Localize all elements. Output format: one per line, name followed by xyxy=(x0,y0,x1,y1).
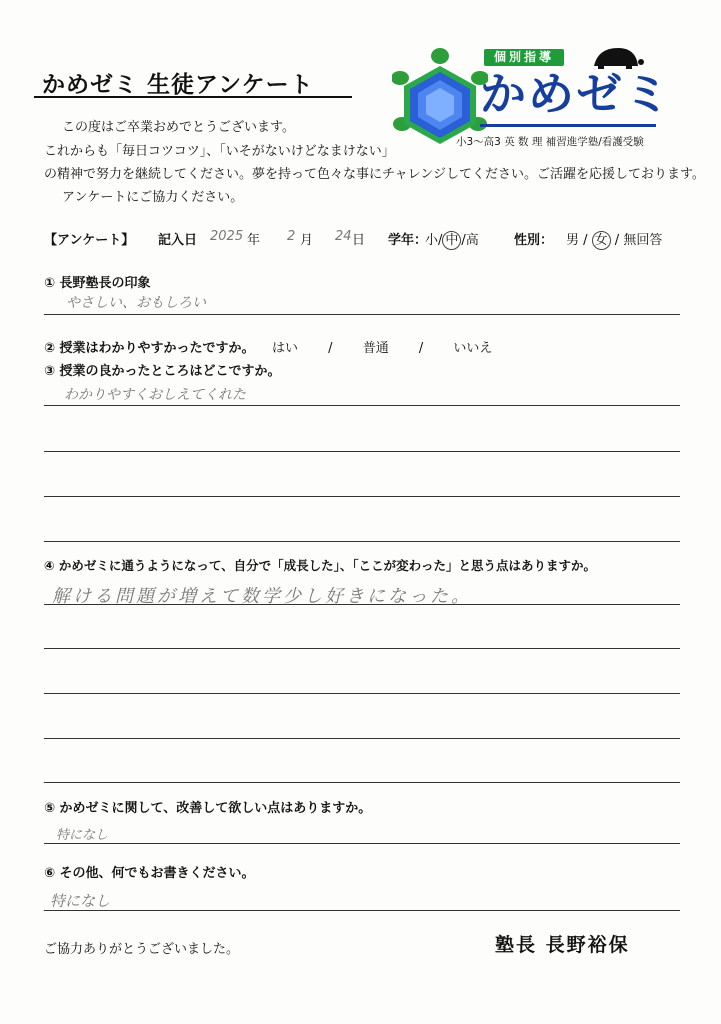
gender-label: 性別： xyxy=(514,233,554,248)
answer-4[interactable]: 解ける問題が増えて数学少し好きになった。 xyxy=(52,586,472,607)
survey-label: 【アンケート】 xyxy=(44,233,135,248)
q2-option-no[interactable]: いいえ xyxy=(453,341,493,356)
answer-line xyxy=(44,843,680,844)
question-3: ③ 授業の良かったところはどこですか。 xyxy=(44,364,281,379)
gender-options[interactable]: 男 / 女 / 無回答 xyxy=(566,233,663,248)
question-1: ① 長野塾長の印象 xyxy=(44,276,151,291)
intro-line-2: これからも「毎日コツコツ」、「いそがないけどなまけない」 xyxy=(44,144,395,159)
intro-line-1: この度はご卒業おめでとうございます。 xyxy=(62,120,295,135)
grade-option-high[interactable]: 高 xyxy=(465,233,479,248)
grade-option-elementary[interactable]: 小 xyxy=(425,233,439,248)
answer-6[interactable]: 特になし xyxy=(50,892,111,910)
answer-line xyxy=(44,693,680,694)
gender-option-female[interactable]: 女 xyxy=(592,231,611,250)
answer-line xyxy=(44,451,680,452)
answer-line xyxy=(44,541,680,542)
answer-line xyxy=(44,738,680,739)
page-title: かめゼミ 生徒アンケート xyxy=(42,72,314,98)
date-label: 記入日 xyxy=(158,233,198,248)
logo-badge: 個別指導 xyxy=(484,49,564,66)
answer-line xyxy=(44,648,680,649)
kamezemi-logo xyxy=(388,44,688,156)
logo-name: かめゼミ xyxy=(480,67,672,121)
answer-line xyxy=(44,496,680,497)
thanks-message: ご協力ありがとうございました。 xyxy=(44,942,240,957)
grade-options[interactable]: 小/ 中 /高 xyxy=(425,233,479,248)
question-4: ④ かめゼミに通うようになって、自分で「成長した」、「ここが変わった」と思う点はありますか。 xyxy=(44,558,597,573)
answer-1[interactable]: やさしい、おもしろい xyxy=(66,295,206,311)
q2-options[interactable]: はい / 普通 / いいえ xyxy=(272,341,493,356)
answer-line xyxy=(44,910,680,911)
question-6: ⑥ その他、何でもお書きください。 xyxy=(44,866,255,881)
question-2: ② 授業はわかりやすかったですか。 xyxy=(44,341,255,356)
logo-divider xyxy=(480,124,656,127)
answer-5[interactable]: 特になし xyxy=(56,828,109,843)
gender-option-male[interactable]: 男 xyxy=(566,233,580,248)
month-value[interactable]: 2 xyxy=(287,229,296,244)
principal-signature: 塾長 長野裕保 xyxy=(495,934,630,956)
logo-subtitle: 小3〜高3 英 数 理 補習進学塾/看護受験 xyxy=(456,136,644,148)
year-value[interactable]: 2025 xyxy=(210,229,244,244)
answer-line xyxy=(44,782,680,783)
year-unit: 年 xyxy=(247,233,261,248)
intro-line-4: アンケートにご協力ください。 xyxy=(62,190,244,205)
answer-line xyxy=(44,405,680,406)
q2-option-normal[interactable]: 普通 xyxy=(362,341,389,356)
answer-3[interactable]: わかりやすくおしえてくれた xyxy=(64,387,246,403)
answer-line xyxy=(44,604,680,605)
gender-option-no-answer[interactable]: 無回答 xyxy=(623,233,663,248)
grade-option-junior-high[interactable]: 中 xyxy=(442,231,461,250)
title-underline xyxy=(34,96,352,98)
answer-line xyxy=(44,314,680,315)
day-value[interactable]: 24 xyxy=(335,229,352,244)
intro-line-3: の精神で努力を継続してください。夢を持って色々な事にチャレンジしてください。ご活躍を応援しております。 xyxy=(44,167,705,182)
q2-option-yes[interactable]: はい xyxy=(272,341,299,356)
question-5: ⑤ かめゼミに関して、改善して欲しい点はありますか。 xyxy=(44,801,372,816)
grade-label: 学年： xyxy=(388,233,428,248)
month-unit: 月 xyxy=(300,233,314,248)
day-unit: 日 xyxy=(352,233,366,248)
